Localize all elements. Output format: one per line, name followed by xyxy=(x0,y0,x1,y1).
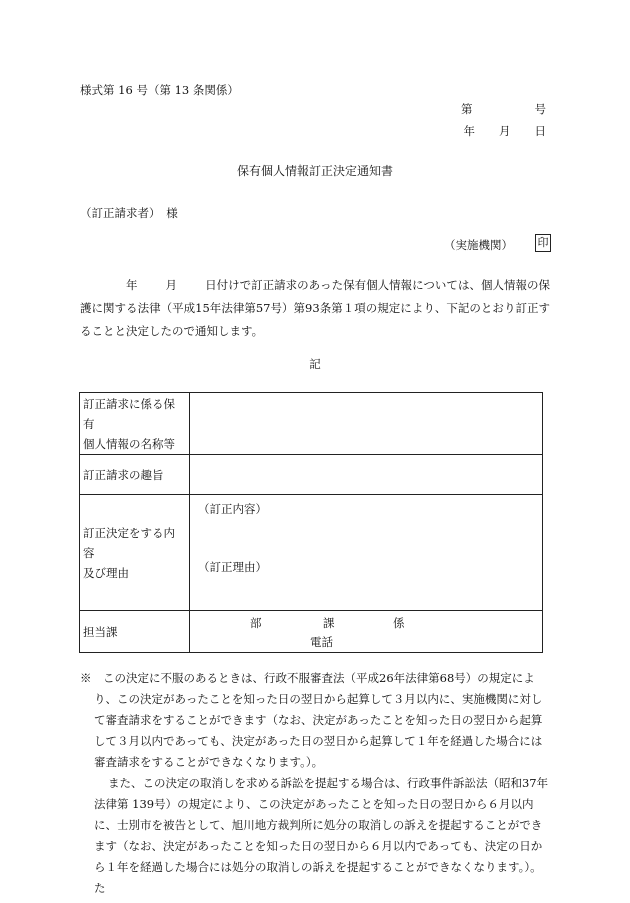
date-year: 年 xyxy=(463,124,475,138)
unit-label: 係 xyxy=(393,616,405,630)
date-day: 日 xyxy=(534,124,546,138)
table-row xyxy=(80,455,543,495)
row4-value xyxy=(190,611,543,653)
section-label: 課 xyxy=(323,616,335,630)
issue-date xyxy=(464,123,547,139)
row3-value xyxy=(190,495,543,611)
dept-label: 部 xyxy=(250,616,262,630)
correction-reason-label: （訂正理由） xyxy=(198,560,267,574)
page-title: 保有個人情報訂正決定通知書 xyxy=(236,164,393,178)
document-number xyxy=(461,101,546,117)
recipient: （訂正請求者） 様 xyxy=(80,206,178,220)
doc-no-suffix: 号 xyxy=(534,102,546,116)
note-paragraph-1: ※ この決定に不服のあるときは、行政不服審査法（平成26年法律第68号）の規定により、この決定があったことを知った日の翌日から起算して３月以内に、実施機関に対して審査請求をすることができます（なお、決定があったことを知った日の翌日から起算して３月以内であっても、決定があった日の翌日から起算して１年を経過した場合には審査請求をすることができなくなります。）。 xyxy=(80,671,543,769)
row1-value xyxy=(190,393,543,455)
row2-value xyxy=(190,455,543,495)
date-month: 月 xyxy=(499,124,511,138)
table-row xyxy=(80,611,543,653)
row4-label: 担当課 xyxy=(80,611,190,653)
institution-label: （実施機関） xyxy=(444,238,513,252)
notice-body xyxy=(80,274,550,343)
doc-no-prefix: 第 xyxy=(461,102,473,116)
row2-label: 訂正請求の趣旨 xyxy=(80,455,190,495)
body-text: 日付けで訂正請求のあった保有個人情報については、個人情報の保護に関する法律（平成15年法律第57号）第93条第１項の規定により、下記のとおり訂正することと決定したので通知します。 xyxy=(80,278,551,338)
body-year: 年 xyxy=(126,278,138,292)
decision-table xyxy=(79,392,543,653)
ki-heading: 記 xyxy=(309,357,321,371)
seal-box: 印 xyxy=(535,234,551,252)
body-month: 月 xyxy=(165,278,178,292)
correction-content-label: （訂正内容） xyxy=(198,502,267,516)
row1-label: 訂正請求に係る保有 個人情報の名称等 xyxy=(80,393,190,455)
appeal-note xyxy=(80,668,550,899)
form-number: 様式第 16 号（第 13 条関係） xyxy=(80,83,239,97)
table-row xyxy=(80,393,543,455)
note-paragraph-2: また、この決定の取消しを求める訴訟を提起する場合は、行政事件訴訟法（昭和37年法律第 139号）の規定により、この決定があったことを知った日の翌日から６月以内に、士別市を被告として、旭川地方裁判所に処分の取消しの訴えを提起することができます（なお、決定があったことを知った日の翌日から６月以内であっても、決定の日から１年を経過した場合には処分の取消しの訴えを提起することができなくなります。）。た xyxy=(94,776,549,895)
table-row xyxy=(80,495,543,611)
phone-label: 電話 xyxy=(310,635,333,649)
row3-label: 訂正決定をする内容 及び理由 xyxy=(80,495,190,611)
